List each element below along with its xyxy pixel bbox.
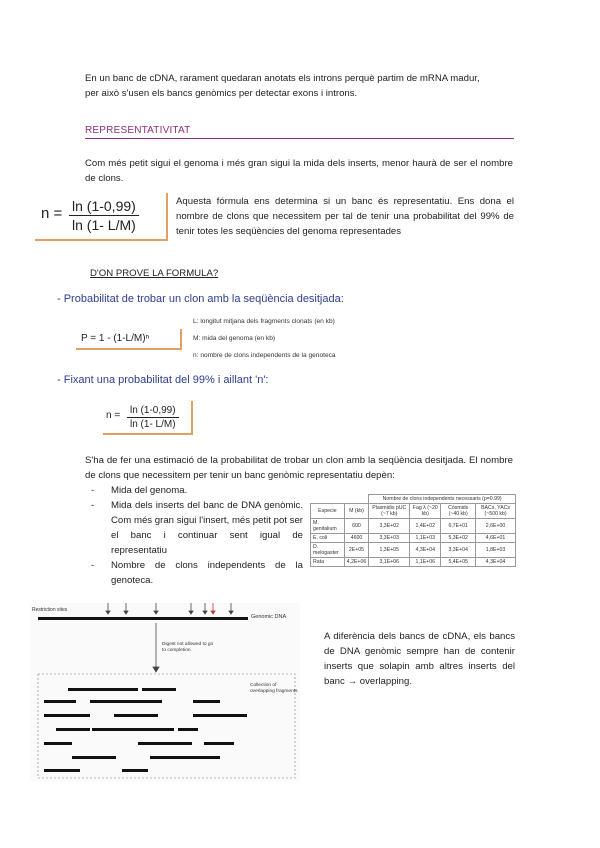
table-header: Cósmids (~40 kb) (441, 504, 476, 519)
estimation-paragraph: S'ha de fer una estimació de la probabilitat de trobar un clon amb la seqüència desitjada. El nombre de clons que necessitem per tenir un banc genòmic representatiu depèn: (85, 455, 513, 481)
table-cell: 4,6E+01 (476, 534, 516, 543)
table-row (311, 543, 516, 558)
genomic-dna-label: Genomic DNA (251, 614, 287, 620)
section-paragraph: Com més petit sigui el genoma i més gran sigui la mida dels inserts, menor haurà de ser el nombre de clons. (85, 158, 513, 184)
table-cell: 2,6E+00 (476, 519, 516, 534)
section-title: REPRESENTATIVITAT (85, 125, 191, 136)
table-header: Especie (311, 504, 345, 519)
table-cell: 6,7E+01 (441, 519, 476, 534)
table-header: BACs, YACs (~500 kb) (476, 504, 516, 519)
overlap-explanation: A diferència dels bancs de cDNA, els bancs de DNA genòmic sempre han de contenir inserts que solapin amb altres inserts del banc → overlapping. (324, 631, 515, 687)
formula-probability: P = 1 - (1-L/M)ⁿ (81, 333, 150, 344)
formula-description: Aquesta fórmula ens determina si un banc és representatiu. Ens dona el nombre de clons que necessitem per tal de tenir una probabilitat del 99% de tenir totes les seqüències del genoma representades (176, 196, 514, 237)
bullet-fixing-title: - Fixant una probabilitat del 99% i aillant 'n': (57, 374, 269, 386)
list-item: - Nombre de clons independents de la genoteca. (85, 558, 303, 588)
legend-m: M: mida del genoma (en kb) (193, 335, 276, 342)
table-cell: 3,3E+02 (369, 519, 410, 534)
table-cell: 1,3E+05 (369, 543, 410, 558)
formula-box-main (35, 193, 168, 241)
formula-fraction (69, 197, 139, 234)
table-row (311, 519, 516, 534)
list-item: - Mida dels inserts del banc de DNA genòmic. Com més gran sigui l'insert, més petit pot ser el banc i continuar sent igual de representatiu (85, 498, 303, 558)
formula-n-lhs: n = (106, 410, 121, 421)
table-cell: 1,4E+02 (410, 519, 441, 534)
table-cell: 5,4E+05 (441, 558, 476, 567)
subheading-formula-origin: D'ON PROVE LA FORMULA? (90, 268, 219, 279)
legend-n: n: nombre de clons independents de la genoteca (193, 352, 336, 359)
formula-n-fraction (127, 404, 179, 431)
overlap-diagram (30, 603, 300, 781)
table-cell: 2E+05 (344, 543, 368, 558)
formula-box-probability (76, 329, 182, 350)
formula-lhs: n = (41, 205, 63, 222)
table-cell: 1,1E+03 (410, 534, 441, 543)
table-cell: 4,2E+06 (344, 558, 368, 567)
table-cell: 3,3E+04 (441, 543, 476, 558)
table-cell: 5,3E+02 (441, 534, 476, 543)
formula-denominator: ln (1- L/M) (72, 217, 136, 233)
table-cell: D. melogaster (311, 543, 345, 558)
table-header-row (311, 504, 516, 519)
table-cell: 600 (344, 519, 368, 534)
table-header: Plasmidis pUC (~7 kb) (369, 504, 410, 519)
section-rule (85, 138, 514, 139)
table-cell: 4600 (344, 534, 368, 543)
table-header: M (kb) (344, 504, 368, 519)
table-cell: 4,3E+04 (410, 543, 441, 558)
dependency-list (85, 483, 303, 588)
intro-paragraph: En un banc de cDNA, rarament quedaran anotats els introns perquè partim de mRNA madur, per això s'usen els bancs genòmics per detectar exons i introns. (85, 73, 480, 99)
table-cell: 3,1E+06 (369, 558, 410, 567)
table-cell: E. coli (311, 534, 345, 543)
table-group-row (311, 495, 516, 504)
table-cell: 1,1E+06 (410, 558, 441, 567)
formula-n-denominator: ln (1- L/M) (130, 419, 176, 430)
clones-table (310, 494, 516, 567)
table-cell: 3,3E+03 (369, 534, 410, 543)
table-cell: M. genitalium (311, 519, 345, 534)
table-cell: 1,8E+03 (476, 543, 516, 558)
legend-l: L: longitut mitjana dels fragments clonats (en kb) (193, 318, 335, 325)
digest-note: Digest not allowed to go to completion (162, 642, 214, 653)
formula-n-numerator: ln (1-0,99) (127, 404, 179, 418)
list-item: - Mida del genoma. (85, 483, 303, 498)
table-header: Fag λ (~20 kb) (410, 504, 441, 519)
table-row (311, 534, 516, 543)
table-row (311, 558, 516, 567)
table-cell: 4,3E+04 (476, 558, 516, 567)
table-cell: Rata (311, 558, 345, 567)
table-group-header: Nombre de clons independents necessaris (p=0.99) (369, 495, 516, 504)
collection-label: Collection of overlapping fragments (250, 683, 298, 694)
restriction-sites-label: Restriction sites (32, 607, 68, 613)
bullet-probability-title: - Probabilitat de trobar un clon amb la seqüència desitjada: (57, 293, 344, 305)
formula-box-n (103, 401, 193, 435)
formula-numerator: ln (1-0,99) (69, 197, 139, 216)
